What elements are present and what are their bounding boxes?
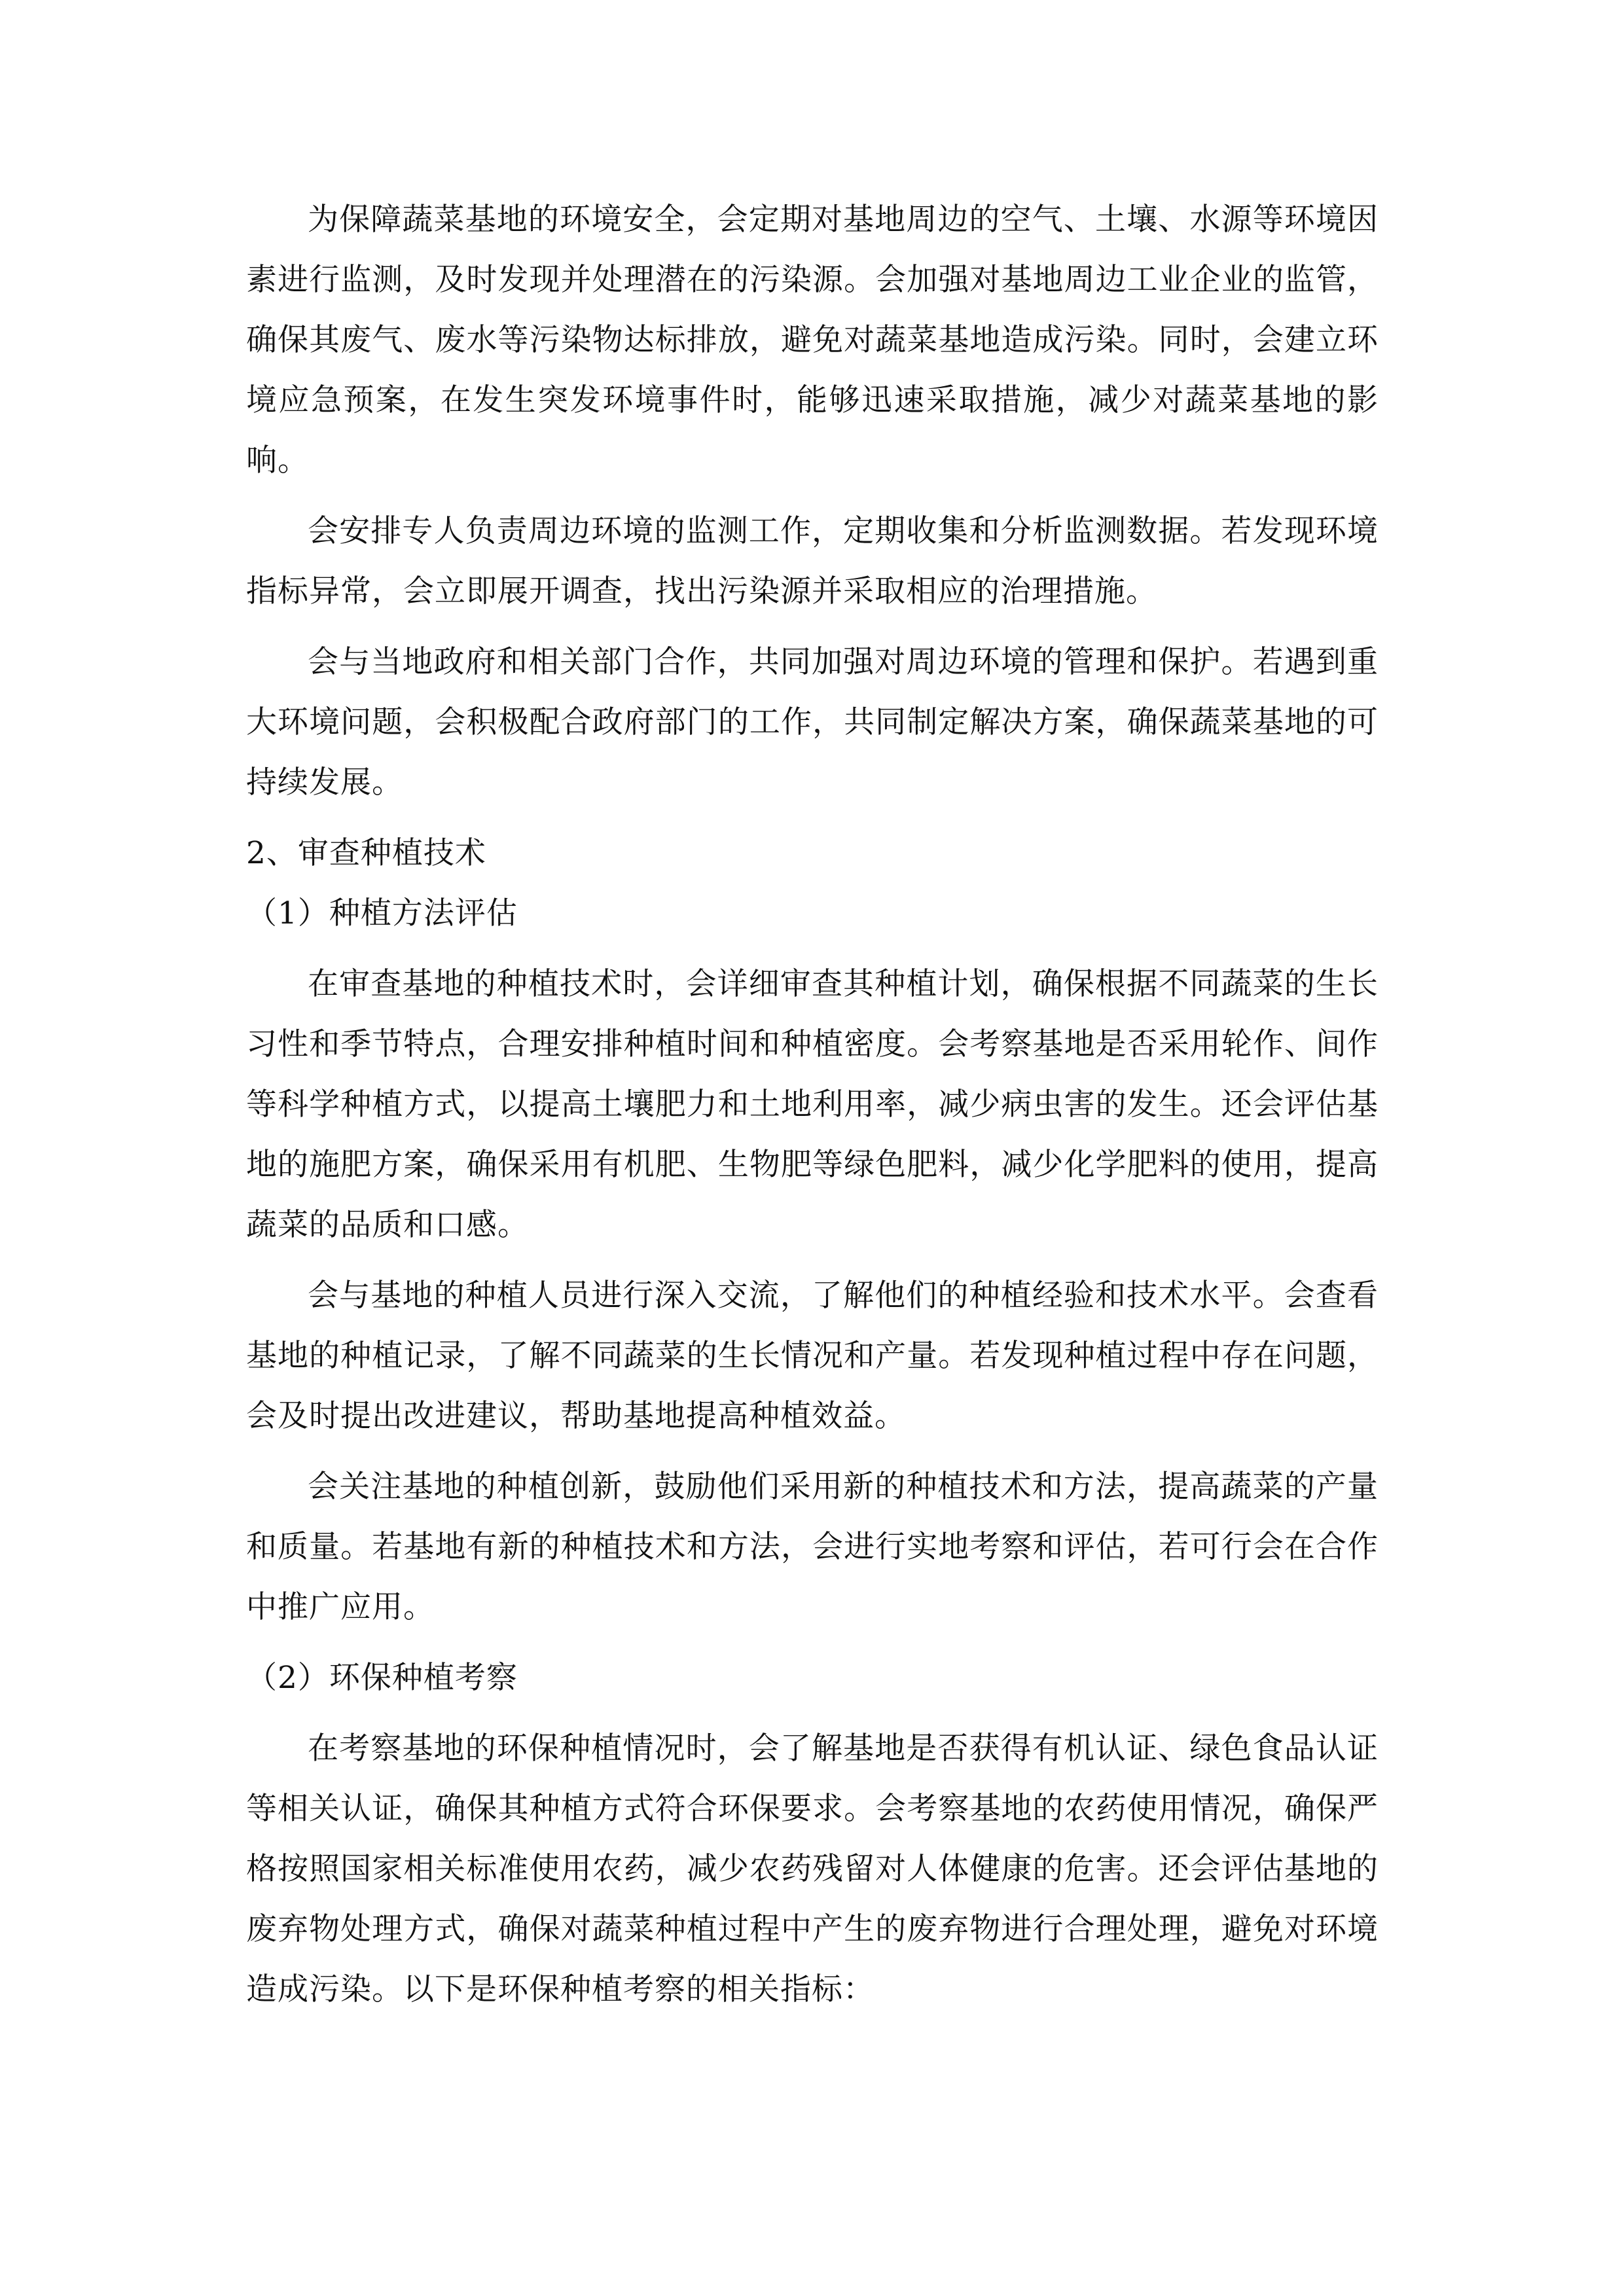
paragraph-planting-plan: 在审查基地的种植技术时，会详细审查其种植计划，确保根据不同蔬菜的生长习性和季节特点，合理安排种植时间和种植密度。会考察基地是否采用轮作、间作等科学种植方式，以提高土壤肥力和土地利用率，减少病虫害的发生。还会评估基地的施肥方案，确保采用有机肥、生物肥等绿色肥料，减少化学肥料的使用，提高蔬菜的品质和口感。 — [246, 966, 1379, 1243]
paragraph-eco-planting-review: 在考察基地的环保种植情况时，会了解基地是否获得有机认证、绿色食品认证等相关认证，确保其种植方式符合环保要求。会考察基地的农药使用情况，确保严格按照国家相关标准使用农药，减少农药残留对人体健康的危害。还会评估基地的废弃物处理方式，确保对蔬菜种植过程中产生的废弃物进行合理处理，避免对环境造成污染。以下是环保种植考察的相关指标： — [246, 1731, 1379, 2007]
paragraph-government-cooperation: 会与当地政府和相关部门合作，共同加强对周边环境的管理和保护。若遇到重大环境问题，会积极配合政府部门的工作，共同制定解决方案，确保蔬菜基地的可持续发展。 — [246, 644, 1379, 800]
subheading-planting-method: （1）种植方法评估 — [246, 895, 518, 931]
paragraph-staff-communication: 会与基地的种植人员进行深入交流，了解他们的种植经验和技术水平。会查看基地的种植记录，了解不同蔬菜的生长情况和产量。若发现种植过程中存在问题，会及时提出改进建议，帮助基地提高种植效益。 — [246, 1278, 1379, 1434]
document-page — [246, 190, 1379, 2030]
section-heading-planting-technology: 2、审查种植技术 — [246, 835, 486, 871]
paragraph-planting-innovation: 会关注基地的种植创新，鼓励他们采用新的种植技术和方法，提高蔬菜的产量和质量。若基地有新的种植技术和方法，会进行实地考察和评估，若可行会在合作中推广应用。 — [246, 1469, 1379, 1625]
paragraph-environment-monitoring: 为保障蔬菜基地的环境安全，会定期对基地周边的空气、土壤、水源等环境因素进行监测，及时发现并处理潜在的污染源。会加强对基地周边工业企业的监管，确保其废气、废水等污染物达标排放，避免对蔬菜基地造成污染。同时，会建立环境应急预案，在发生突发环境事件时，能够迅速采取措施，减少对蔬菜基地的影响。 — [246, 202, 1379, 478]
subheading-eco-planting: （2）环保种植考察 — [246, 1660, 518, 1696]
paragraph-monitoring-staff: 会安排专人负责周边环境的监测工作，定期收集和分析监测数据。若发现环境指标异常，会立即展开调查，找出污染源并采取相应的治理措施。 — [246, 513, 1379, 609]
